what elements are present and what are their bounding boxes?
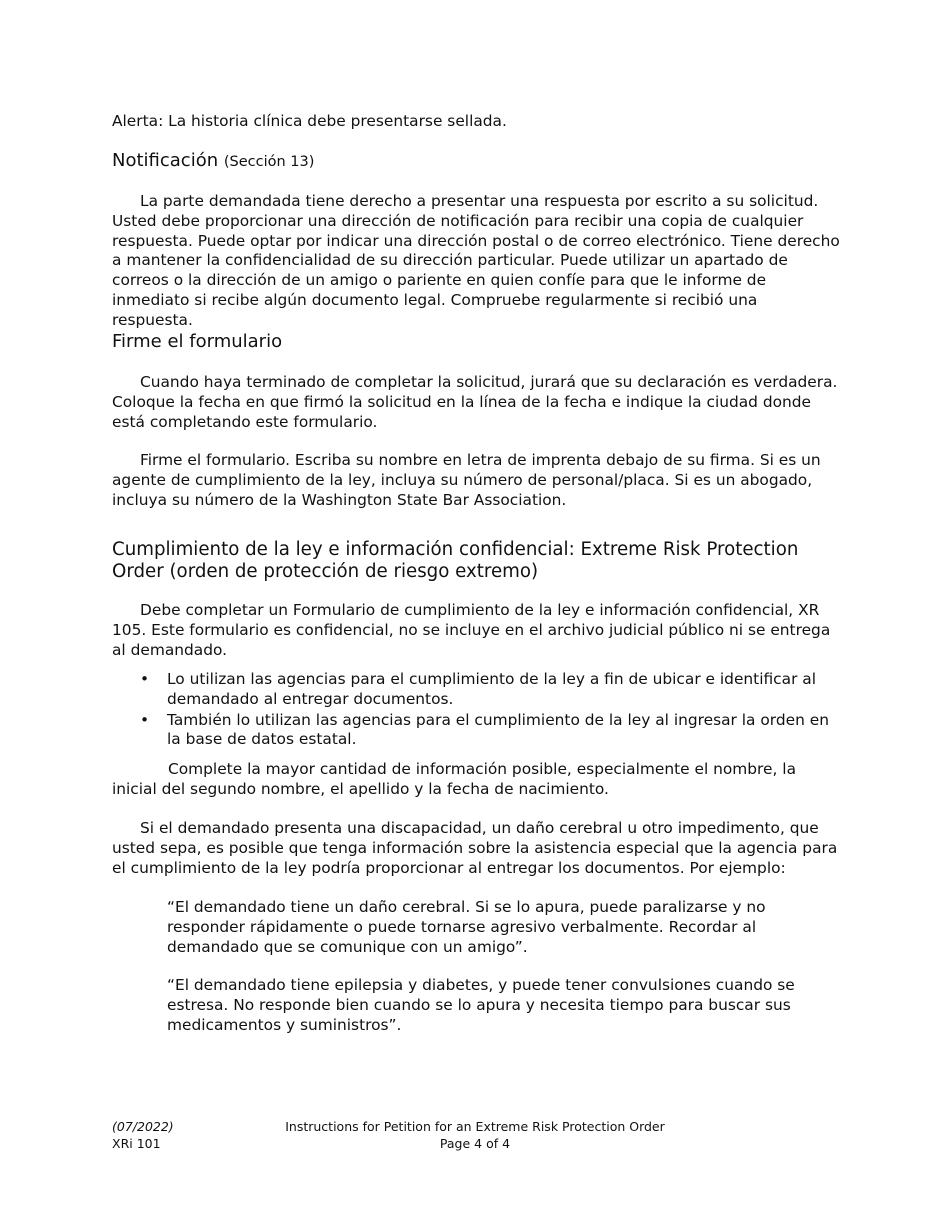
list-item [112,711,842,751]
footer-page-number: Page 4 of 4 [439,1135,511,1151]
notificacion-paragraph: La parte demandada tiene derecho a presentar una respuesta por escrito a su solicitud. Usted debe proporcionar una dirección de notificación para recibir una copia de cualquier respuesta. Puede optar por indicar una dirección postal o de correo electrónico. Tiene derecho a mantener la confidencialidad de su dirección particular. Puede utilizar un apartado de correos o la dirección de un amigo o pariente en quien confíe para que le informe de inmediato si recibe algún documento legal. Compruebe regularmente si recibió una respuesta. [112,192,840,329]
complete-paragraph: Complete la mayor cantidad de información posible, especialmente el nombre, la inicial del segundo nombre, el apellido y la fecha de nacimiento. [112,760,797,798]
cumplimiento-paragraph: Debe completar un Formulario de cumplimiento de la ley e información confidencial, XR 105. Este formulario es confidencial, no se incluye en el archivo judicial público ni se entrega al demandado. [112,601,831,659]
notificacion-heading [112,150,842,173]
bullet-icon: • [140,670,150,688]
example-quote-2: “El demandado tiene epilepsia y diabetes, y puede tener convulsiones cuando se estresa. No responde bien cuando se lo apura y necesita tiempo para buscar sus medicamentos y suministros”. [167,976,795,1034]
cumplimiento-heading: Cumplimiento de la ley e información confidencial: Extreme Risk Protection Order (orden de protección de riesgo extremo) [112,539,799,582]
bullet-icon: • [140,710,150,729]
alert-text: Alerta: La historia clínica debe presentarse sellada. [112,112,507,130]
notificacion-title: Notificación [112,150,219,171]
notificacion-section: (Sección 13) [223,154,315,170]
discapacidad-paragraph: Si el demandado presenta una discapacidad, un daño cerebral u otro impedimento, que usted sepa, es posible que tenga información sobre la asistencia especial que la agencia para el cumplimiento de la ley podría proporcionar al entregar los documentos. Por ejemplo: [112,819,838,877]
footer-left [112,1119,174,1152]
footer-form-code: XRi 101 [112,1135,161,1151]
footer-title: Instructions for Petition for an Extreme Risk Protection Order [285,1119,665,1134]
firme-heading: Firme el formulario [112,331,283,352]
list-item [112,670,842,710]
firme-paragraph-1: Cuando haya terminado de completar la solicitud, jurará que su declaración es verdadera. Coloque la fecha en que firmó la solicitud en la línea de la fecha e indique la ciudad donde está completando este formulario. [112,373,838,431]
firme-paragraph-2: Firme el formulario. Escriba su nombre en letra de imprenta debajo de su firma. Si es un agente de cumplimiento de la ley, incluya su número de personal/placa. Si es un abogado, incluya su número de la Washington State Bar Association. [112,451,821,509]
example-quote-1: “El demandado tiene un daño cerebral. Si se lo apura, puede paralizarse y no responder rápidamente o puede tornarse agresivo verbalmente. Recordar al demandado que se comunique con un amigo”. [167,898,766,956]
bullet-text: Lo utilizan las agencias para el cumplimiento de la ley a fin de ubicar e identificar al demandado al entregar documentos. [167,670,816,708]
footer-center [270,1119,680,1152]
bullet-text: También lo utilizan las agencias para el cumplimiento de la ley al ingresar la orden en la base de datos estatal. [167,710,829,749]
cumplimiento-bullet-list [112,670,842,751]
footer-date: (07/2022) [112,1119,174,1134]
